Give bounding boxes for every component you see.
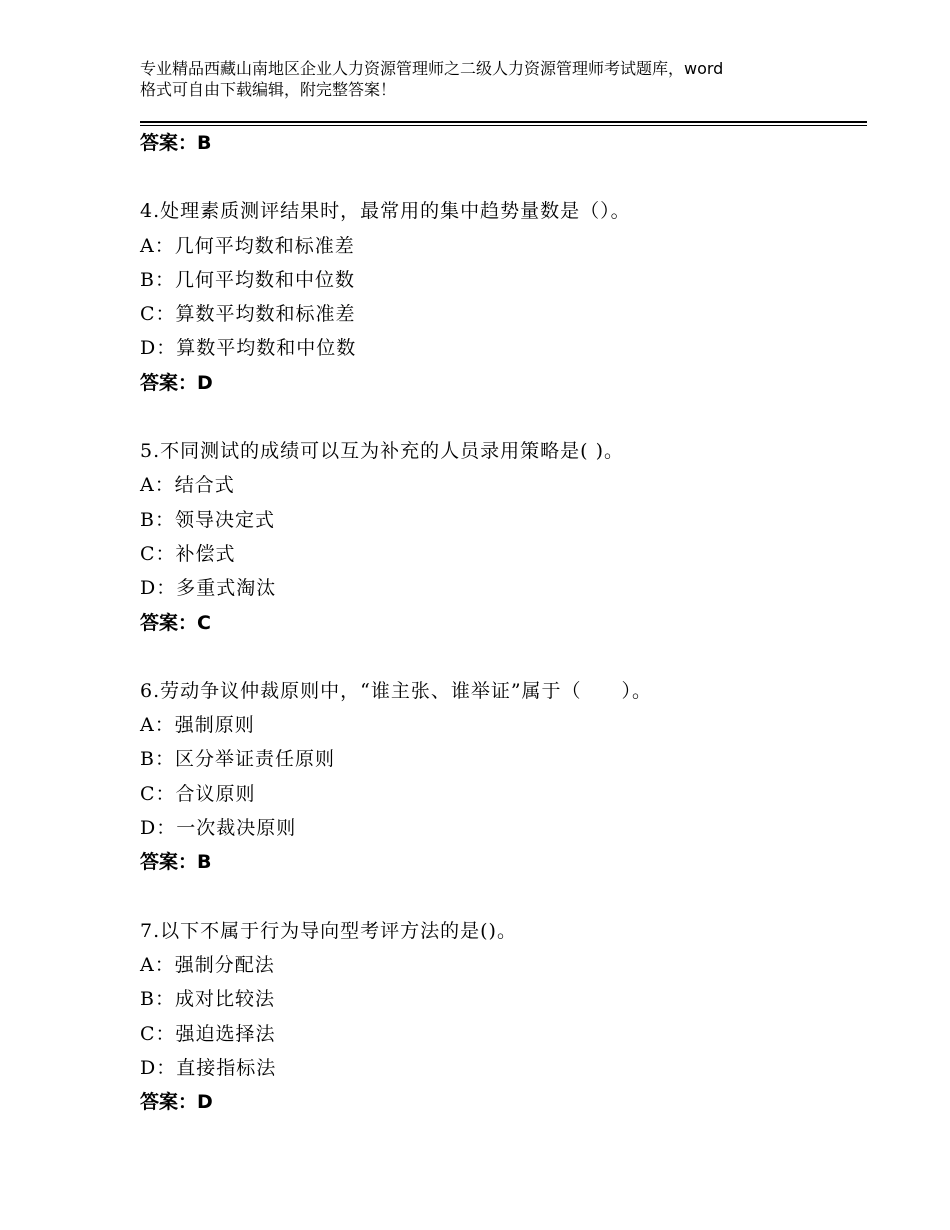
option-b: B：区分举证责任原则 [140,748,335,771]
answer: 答案：B [140,851,212,874]
header-line-2: 格式可自由下载编辑，附完整答案！ [140,80,397,99]
option-b: B：几何平均数和中位数 [140,268,355,291]
header-line-1: 专业精品西藏山南地区企业人力资源管理师之二级人力资源管理师考试题库，word [140,59,724,78]
option-c: C：算数平均数和标准差 [140,303,356,326]
option-d: D：多重式淘汰 [140,577,277,600]
header-rule-thick [140,121,867,123]
question-stem: 5.不同测试的成绩可以互为补充的人员录用策略是( )。 [140,440,624,463]
previous-answer: 答案：B [140,132,212,154]
option-d: D：算数平均数和中位数 [140,337,357,360]
question-4 [140,194,860,400]
question-stem: 6.劳动争议仲裁原则中，“谁主张、谁举证”属于（ ）。 [140,679,653,702]
option-a: A：几何平均数和标准差 [140,234,355,257]
option-c: C：合议原则 [140,782,256,805]
option-d: D：直接指标法 [140,1056,277,1079]
answer: 答案：C [140,611,211,634]
option-c: C：强迫选择法 [140,1022,276,1045]
answer: 答案：D [140,371,213,394]
question-6 [140,674,860,880]
question-stem: 4.处理素质测评结果时，最常用的集中趋势量数是（）。 [140,200,631,223]
option-a: A：强制分配法 [140,953,275,976]
answer: 答案：D [140,1091,213,1114]
question-list [140,126,860,1119]
option-a: A：结合式 [140,474,235,497]
option-b: B：成对比较法 [140,988,275,1011]
question-stem: 7.以下不属于行为导向型考评方法的是()。 [140,919,517,942]
option-b: B：领导决定式 [140,508,275,531]
question-7 [140,914,860,1120]
option-a: A：强制原则 [140,714,255,737]
document-header [140,58,840,100]
option-d: D：一次裁决原则 [140,817,297,840]
question-5 [140,434,860,640]
option-c: C：补偿式 [140,542,236,565]
